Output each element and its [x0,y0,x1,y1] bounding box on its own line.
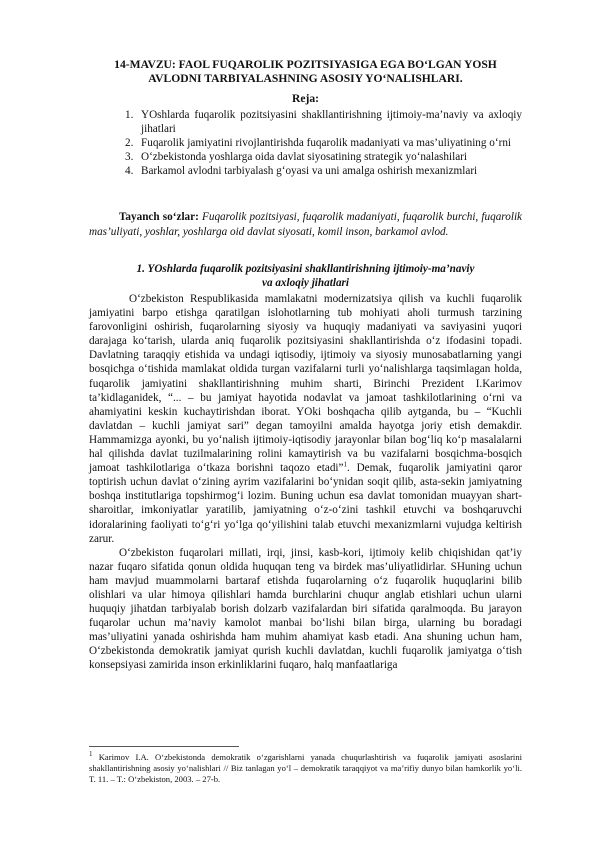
plan-item [125,108,522,136]
body-paragraph [89,292,522,546]
plan-item-text: Fuqarolik jamiyatini rivojlantirishda fuqarolik madaniyati va mas’uliyatining o‘rni [141,137,512,149]
section-heading-line-2: va axloqiy jihatlari [261,277,349,289]
plan-item-number: 4. [125,165,134,177]
footnote-reference[interactable]: 1 [343,460,347,469]
plan-item [125,136,522,150]
footnote-divider [89,746,239,747]
plan-item-text: Barkamol avlodni tarbiyalash g‘oyasi va uni amalga oshirish mexanizmlari [141,165,478,177]
plan-list [125,108,522,178]
paragraph-text: O‘zbekiston Respublikasida mamlakatni modernizatsiya qilish va kuchli fuqarolik jamiyatini barpo etishga qaratilgan islohotlarning tub mohiyati aholi turmush tarzining farovonligini oshirish, fuqarolarning siyosiy va huquqiy madaniyati va saviyasini yuqori darajaga ko‘tarish, ularda aniq fuqarolik pozitsiyasini shakllantirishda o‘z ifodasini topadi. Davlatning taraqqiy etishida va undagi iqtisodiy, ijtimoiy va siyosiy munosabatlarning yangi bosqichga o‘tishida mamlakat oldida turgan vazifalarni turli yo‘nalishlarga taqsimlagan holda, fuqarolik jamiyatini shakllantirishning muhim sharti, Birinchi Prezident I.Karimov ta’kidlaganidek, “... – bu jamiyat hayotida nodavlat va jamoat tashkilotlarining o‘rni va ahamiyatini keskin kuchaytirishdan iborat. YOki boshqacha qilib aytganda, bu – “Kuchli davlatdan – kuchli jamiyat sari” degan tamoyilni amalda hayotga joriy etish demakdir. Hammamizga ayonki, bu yo‘nalish ijtimoiy-iqtisodiy jarayonlar bilan bog‘liq ko‘p masalalarni hal qilishda davlat tuzilmalarining rolini kamaytirish va bu vazifalarni bosqichma-bosqich jamoat tashkilotlariga o‘tkaza borishni taqozo etadi” [89,293,522,475]
plan-item-number: 2. [125,137,134,149]
plan-item [125,164,522,178]
page-title [89,58,522,86]
plan-item [125,150,522,164]
body-paragraph: O‘zbekiston fuqarolari millati, irqi, jinsi, kasb-kori, ijtimoiy kelib chiqishidan qat’iy nazar fuqaro sifatida qonun oldida huquqan teng va birdek mas’uliyatlidirlar. SHuning uchun ham mavjud muammolarni bartaraf etishda fuqarolarning o‘z fuqarolik huquqlarini bilib olishlari va ular himoya qilishlari hamda burchlarini chuqur anglab etishlari uchun ularni huquqiy jihatdan tarbiyalab borish dolzarb vazifalardan biri sifatida qaralmoqda. Bu jarayon fuqarolar uchun ma’naviy kamolot manbai bo‘lishi bilan birga, ularning bu boradagi mas’uliyatini yanada oshirishda ham muhim ahamiyat kasb etadi. Ana shuning uchun ham, O‘zbekistonda demokratik jamiyat qurish kuchli davlatdan, kuchli fuqarolik jamiyatga o‘tish konsepsiyasi zamirida inson erkinliklarini fuqaro, halq manfaatlariga [89,546,522,672]
section-heading [89,262,522,290]
section-heading-line-1: 1. YOshlarda fuqarolik pozitsiyasini shakllantirishning ijtimoiy-ma’naviy [136,263,475,275]
keywords-label: Tayanch so‘zlar: [119,211,199,223]
paragraph-text: . Demak, fuqarolik jamiyatini qaror toptirish uchun davlat o‘zining ayrim vazifalarini bo‘ynidan soqit qilib, asta-sekin jamiyatning boshqa institutlariga topshirmog‘i lozim. Buning uchun esa davlat tomonidan muayyan shart-sharoitlar, imkoniyatlar yaratilib, jamiyatning o‘z-o‘zini tashkil etuvchi va boshqaruvchi idoralarining faoliyati to‘g‘ri yo‘lga qo‘yilishini talab etuvchi mexanizmlarni vujudga keltirish zarur. [89,462,522,545]
footnote-mark: 1 [89,750,93,759]
footnote [89,752,522,786]
plan-item-number: 3. [125,151,134,163]
footnote-text: Karimov I.A. O‘zbekistonda demokratik o‘zgarishlarni yanada chuqurlashtirish va fuqarolik jamiyati asoslarini shakllantirishning asosiy yo‘nalishlari // Biz tanlagan yo‘l – demokratik taraqqiyot va ma’rifiy dunyo bilan hamkorlik yo‘li. T. 11. – T.: O‘zbekiston, 2003. – 27-b. [89,752,522,785]
title-line-2: AVLODNI TARBIYALASHNING ASOSIY YO‘NALISHLARI. [148,72,463,85]
plan-item-number: 1. [125,109,134,121]
title-line-1: 14-MAVZU: FAOL FUQAROLIK POZITSIYASIGA EGA BO‘LGAN YOSH [114,58,497,71]
plan-item-text: O‘zbekistonda yoshlarga oida davlat siyosatining strategik yo‘nalashilari [141,151,468,163]
keywords-text: Fuqarolik pozitsiyasi, fuqarolik madaniyati, fuqarolik burchi, fuqarolik mas’uliyati, yoshlar, yoshlarga oid davlat siyosati, komil inson, barkamol avlod. [89,211,523,238]
keywords-paragraph [89,210,522,240]
plan-label: Reja: [291,92,320,105]
body-text [89,292,522,673]
plan-item-text: YOshlarda fuqarolik pozitsiyasini shakllantirishning ijtimoiy-ma’naviy va axloqiy jihatlari [141,109,522,135]
